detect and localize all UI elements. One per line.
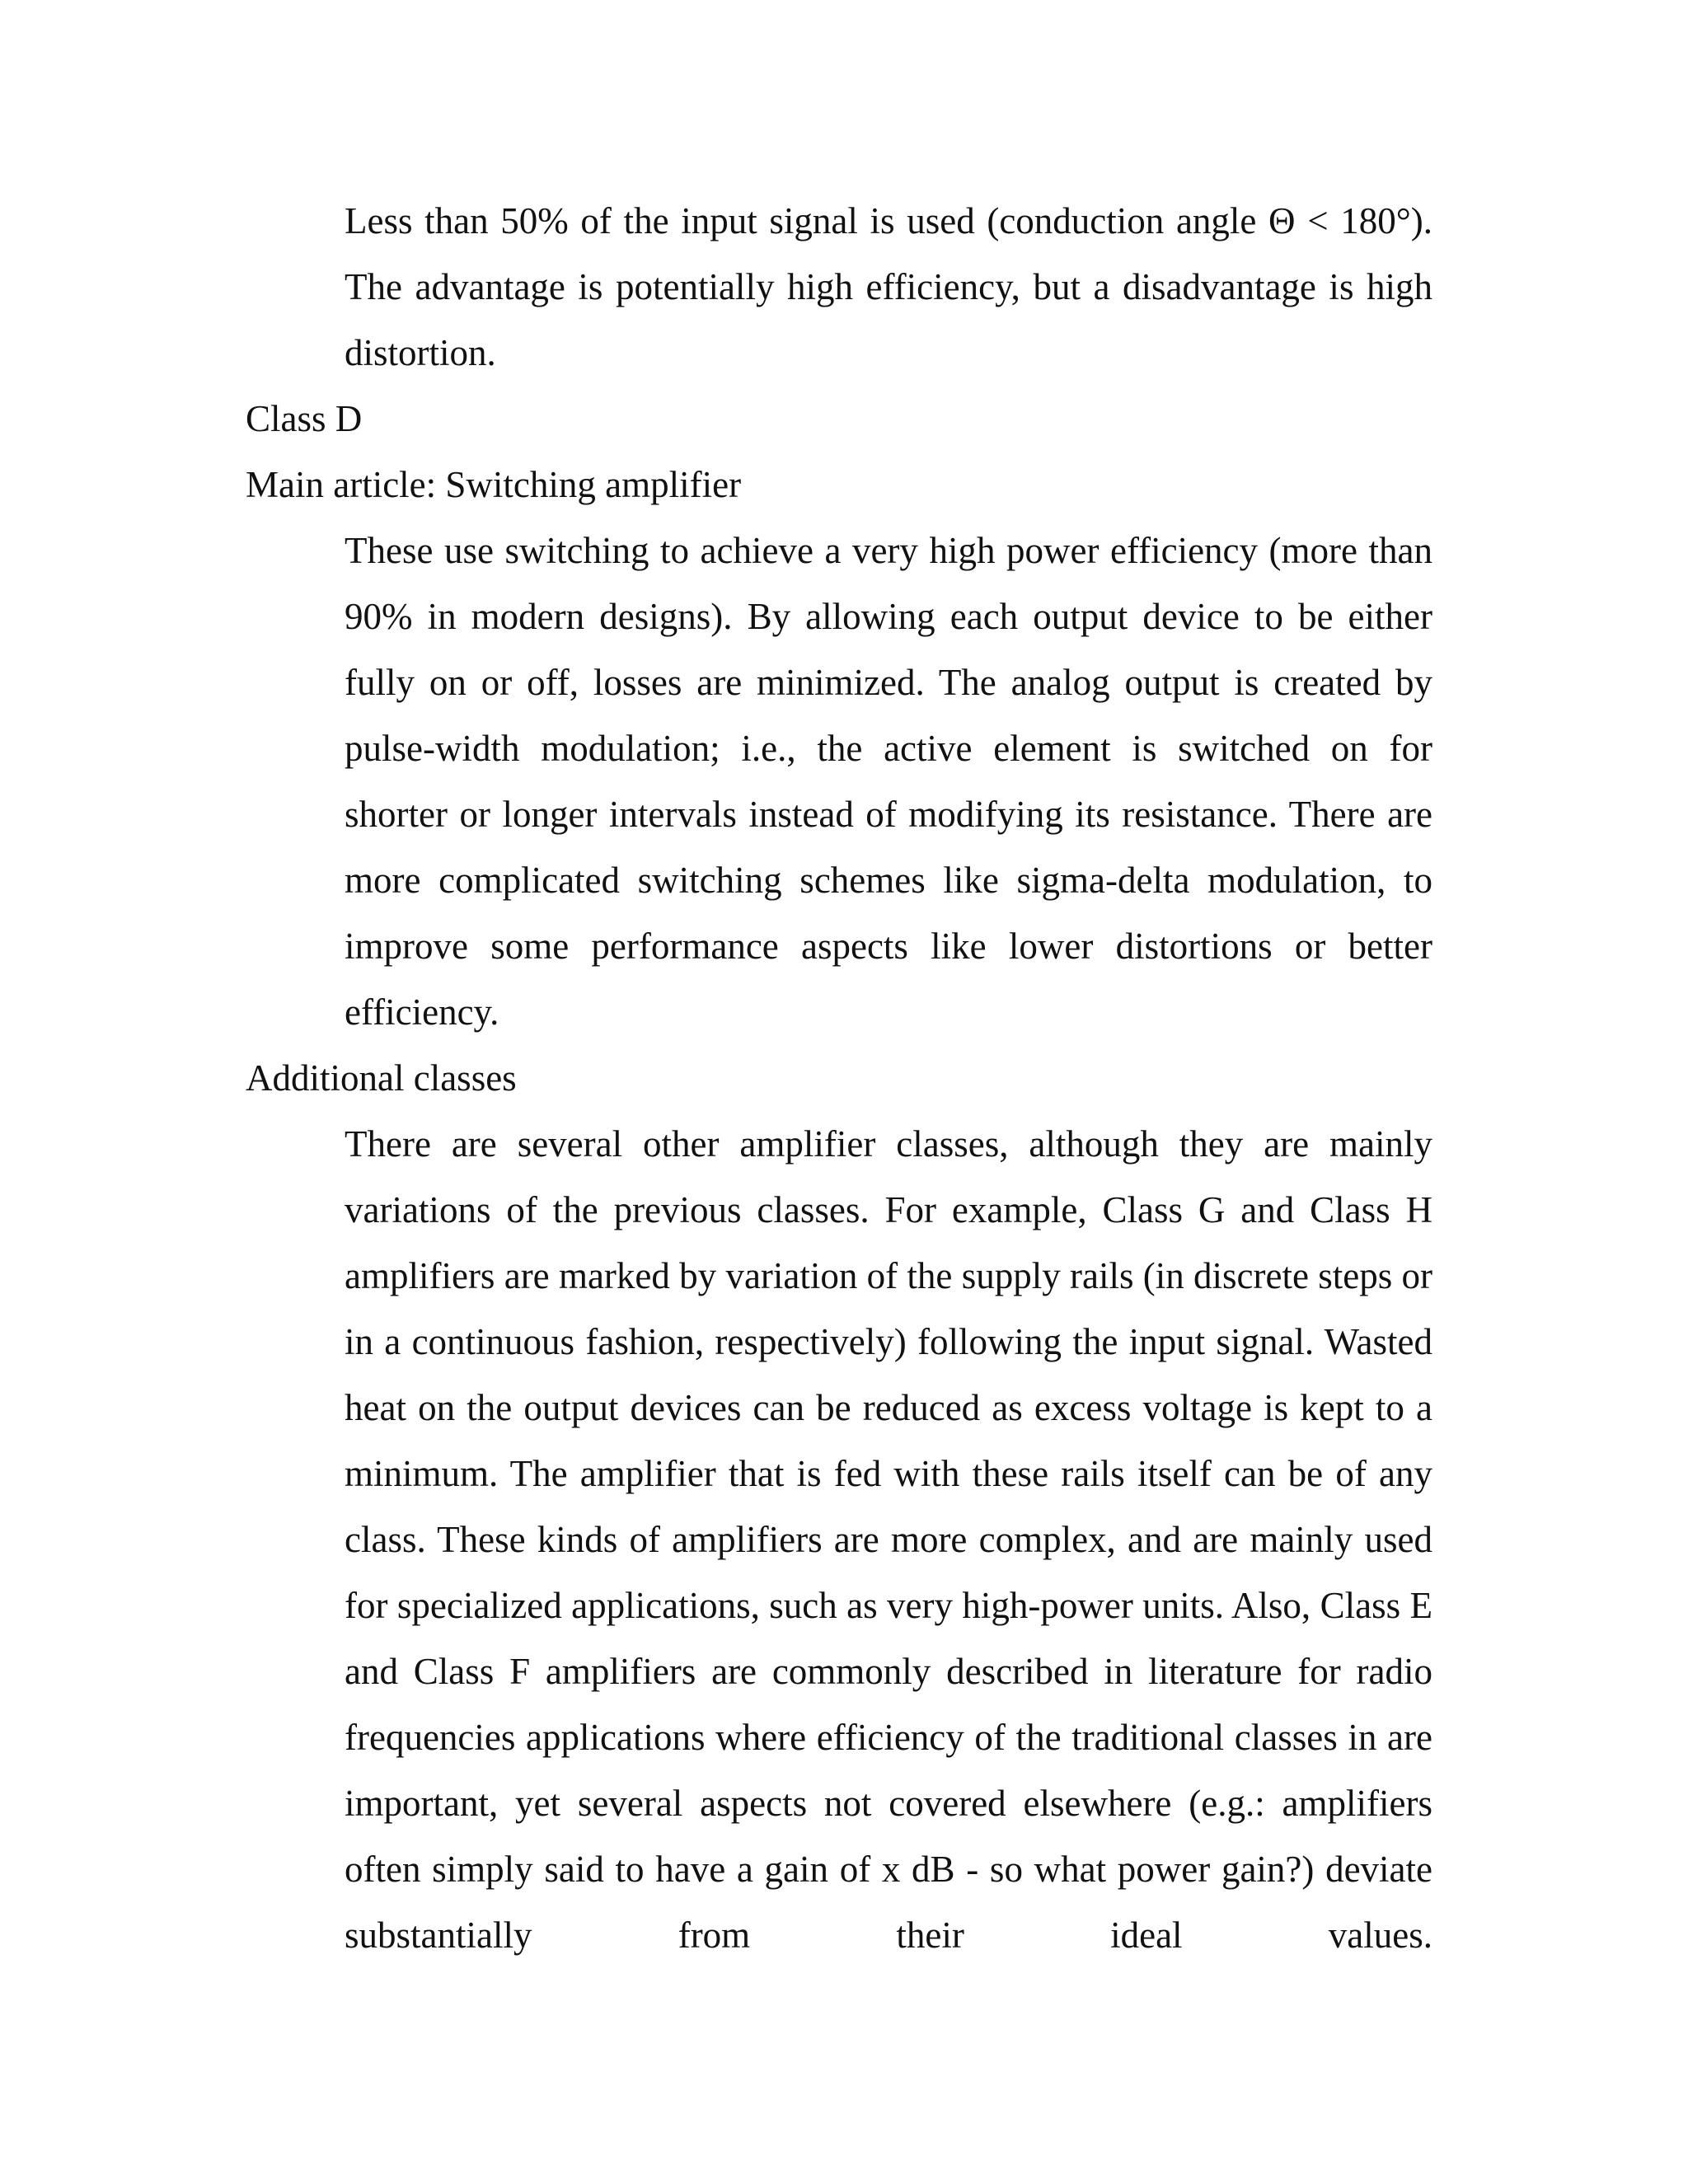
class-d-description-paragraph: These use switching to achieve a very high power efficiency (more than 90% in modern designs). By allowing each output device to be either fully on or off, losses are minimized. The analog output is created by pulse-width modulation; i.e., the active element is switched on for shorter or longer intervals instead of modifying its resistance. There are more complicated switching schemes like sigma-delta modulation, to improve some performance aspects like lower distortions or better efficiency.	[345, 530, 1432, 1033]
additional-classes-heading: Additional classes	[246, 1057, 517, 1099]
class-c-description-paragraph: Less than 50% of the input signal is used (conduction angle Θ < 180°). The advantage is potentially high efficiency, but a disadvantage is high distortion.	[345, 200, 1432, 373]
page-content	[246, 188, 1432, 1968]
additional-classes-paragraph: There are several other amplifier classes, although they are mainly variations of the previous classes. For example, Class G and Class H amplifiers are marked by variation of the supply rails (in discrete steps or in a continuous fashion, respectively) following the input signal. Wasted heat on the output devices can be reduced as excess voltage is kept to a minimum. The amplifier that is fed with these rails itself can be of any class. These kinds of amplifiers are more complex, and are mainly used for specialized applications, such as very high-power units. Also, Class E and Class F amplifiers are commonly described in literature for radio frequencies applications where efficiency of the traditional classes in are important, yet several aspects not covered elsewhere (e.g.: amplifiers often simply said to have a gain of x dB - so what power gain?) deviate substantially from their ideal values.	[345, 1123, 1432, 1956]
class-d-heading: Class D	[246, 398, 363, 439]
main-article-reference: Main article: Switching amplifier	[246, 464, 742, 505]
